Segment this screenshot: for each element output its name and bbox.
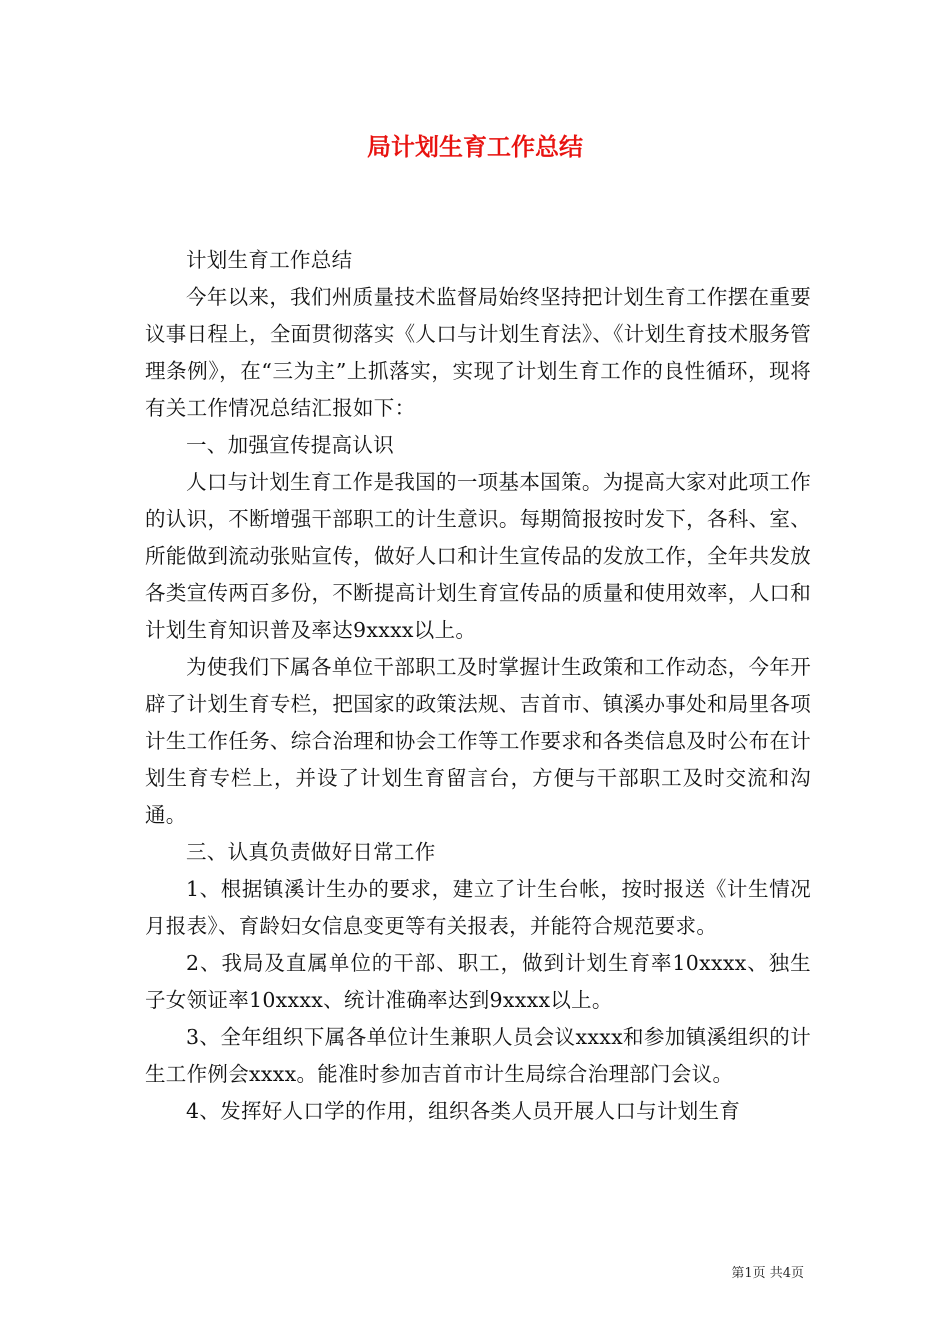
document-body — [145, 242, 811, 1130]
paragraph-intro: 今年以来，我们州质量技术监督局始终坚持把计划生育工作摆在重要议事日程上，全面贯彻落实《人口与计划生育法》、《计划生育技术服务管理条例》，在“三为主”上抓落实，实现了计划生育工作的良性循环，现将有关工作情况总结汇报如下： — [145, 285, 811, 420]
document-subtitle: 计划生育工作总结 — [186, 248, 353, 272]
list-item: 4、发挥好人口学的作用，组织各类人员开展人口与计划生育 — [186, 1099, 741, 1123]
list-item: 2、我局及直属单位的干部、职工，做到计划生育率10xxxx、独生子女领证率10xxxx、统计准确率达到9xxxx以上。 — [145, 951, 811, 1012]
paragraph: 人口与计划生育工作是我国的一项基本国策。为提高大家对此项工作的认识，不断增强干部职工的计生意识。每期简报按时发下，各科、室、所能做到流动张贴宣传，做好人口和计生宣传品的发放工作，全年共发放各类宣传两百多份，不断提高计划生育宣传品的质量和使用效率，人口和计划生育知识普及率达9xxxx以上。 — [145, 470, 811, 642]
section-heading-1: 一、加强宣传提高认识 — [186, 433, 394, 457]
list-item: 1、根据镇溪计生办的要求，建立了计生台帐，按时报送《计生情况月报表》、育龄妇女信息变更等有关报表，并能符合规范要求。 — [145, 877, 811, 938]
list-item: 3、全年组织下属各单位计生兼职人员会议xxxx和参加镇溪组织的计生工作例会xxxx。能准时参加吉首市计生局综合治理部门会议。 — [145, 1025, 811, 1086]
page-number: 第1页 共4页 — [731, 1266, 804, 1281]
section-heading-3: 三、认真负责做好日常工作 — [186, 840, 436, 864]
document-title: 局计划生育工作总结 — [367, 133, 583, 161]
paragraph: 为使我们下属各单位干部职工及时掌握计生政策和工作动态，今年开辟了计划生育专栏，把国家的政策法规、吉首市、镇溪办事处和局里各项计生工作任务、综合治理和协会工作等工作要求和各类信息及时公布在计划生育专栏上，并设了计划生育留言台，方便与干部职工及时交流和沟通。 — [145, 655, 811, 827]
